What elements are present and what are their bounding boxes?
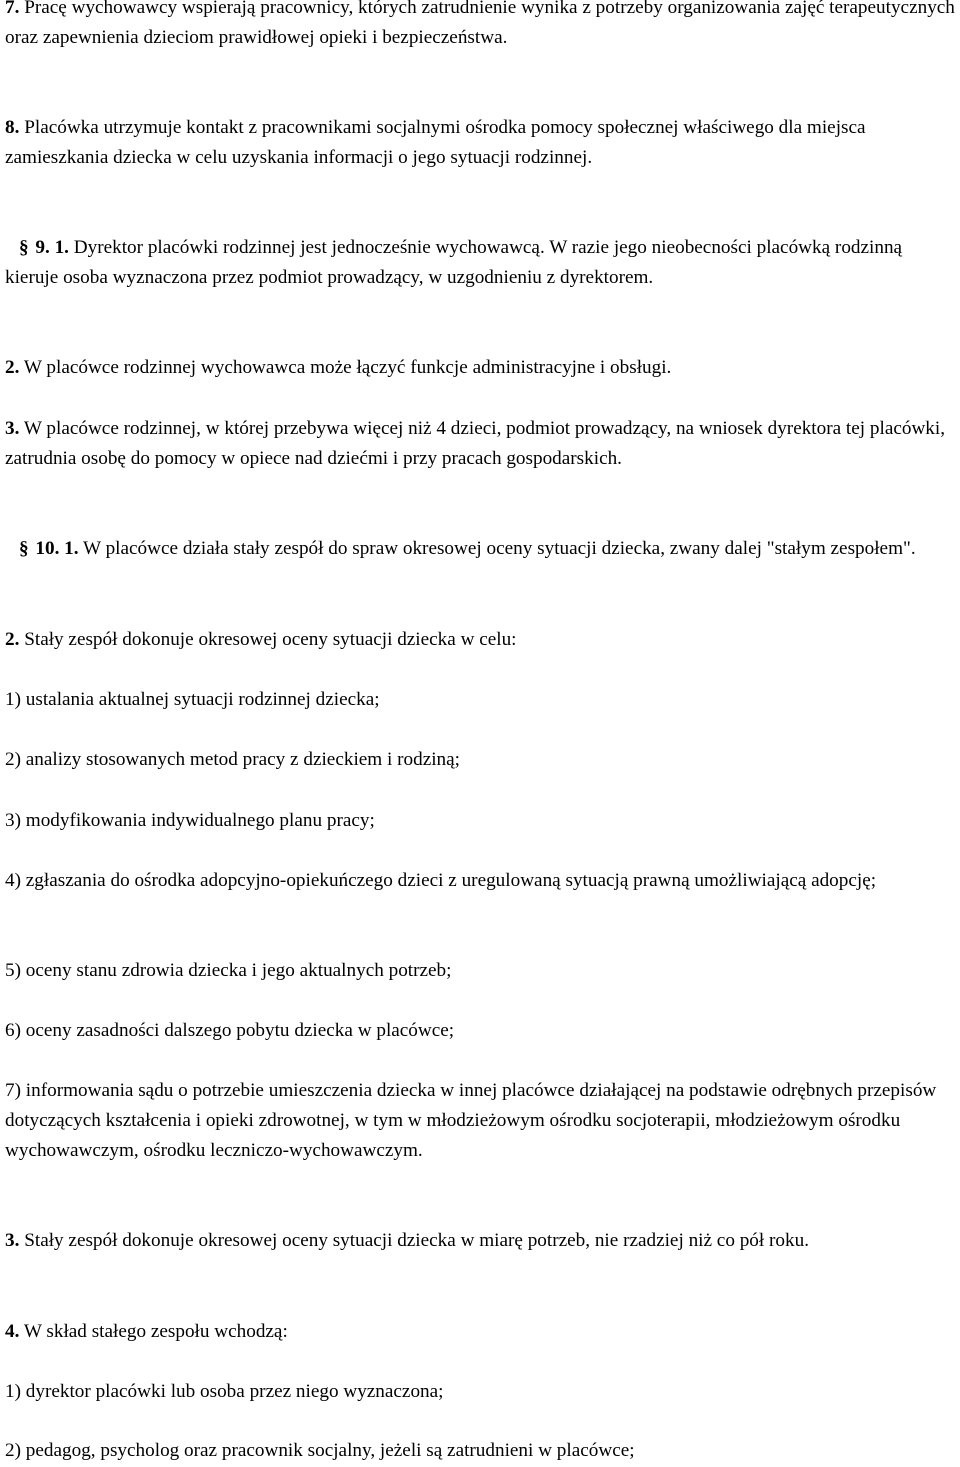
paragraph-text: Pracę wychowawcy wspierają pracownicy, których zatrudnienie wynika z potrzeby organizowania zajęć terapeutycznych oraz zapewnienia dzieciom prawidłowej opieki i bezpieczeństwa. (5, 0, 955, 48)
section-sign: § (19, 237, 29, 258)
paragraph-text: Stały zespół dokonuje okresowej oceny sytuacji dziecka w celu: (24, 629, 517, 650)
section-9-paragraph-1 (5, 233, 958, 293)
list-item-text: 4) zgłaszania do ośrodka adopcyjno-opiekuńczego dzieci z uregulowaną sytuacją prawną umożliwiającą adopcję; (5, 870, 877, 891)
list-item-text: 2) pedagog, psycholog oraz pracownik socjalny, jeżeli są zatrudnieni w placówce; (5, 1440, 635, 1461)
list-item (5, 956, 958, 986)
section-10-paragraph-4 (5, 1317, 958, 1347)
list-item-text: 6) oceny zasadności dalszego pobytu dziecka w placówce; (5, 1020, 455, 1041)
section-9-paragraph-2 (5, 353, 958, 383)
list-item (5, 1377, 958, 1407)
paragraph-number: 4. (5, 1321, 20, 1342)
paragraph-8 (5, 113, 958, 173)
paragraph-number: 9. 1. (35, 237, 69, 258)
paragraph-text: W skład stałego zespołu wchodzą: (23, 1321, 288, 1342)
list-item (5, 685, 958, 715)
list-item-text: 7) informowania sądu o potrzebie umieszczenia dziecka w innej placówce działającej na podstawie odrębnych przepisów dotyczących kształcenia i opieki zdrowotnej, w tym w młodzieżowym ośrodku socjoterapii, młodzieżowym ośrodku wychowawczym, ośrodku leczniczo-wychowawczym. (5, 1080, 937, 1161)
list-item-text: 3) modyfikowania indywidualnego planu pracy; (5, 810, 375, 831)
paragraph-number: 7. (5, 0, 20, 18)
list-item-text: 5) oceny stanu zdrowia dziecka i jego aktualnych potrzeb; (5, 960, 452, 981)
paragraph-text: Placówka utrzymuje kontakt z pracownikami socjalnymi ośrodka pomocy społecznej właściwego dla miejsca zamieszkania dziecka w celu uzyskania informacji o jego sytuacji rodzinnej. (5, 117, 866, 168)
list-item-text: 1) ustalania aktualnej sytuacji rodzinnej dziecka; (5, 689, 380, 710)
list-item-text: 1) dyrektor placówki lub osoba przez niego wyznaczona; (5, 1381, 444, 1402)
paragraph-number: 3. (5, 1230, 20, 1251)
paragraph-number: 8. (5, 117, 20, 138)
section-10-paragraph-3 (5, 1226, 958, 1256)
list-item (5, 806, 958, 836)
section-9-paragraph-3 (5, 414, 958, 474)
paragraph-7 (5, 0, 958, 53)
list-item (5, 866, 958, 896)
list-item (5, 1076, 958, 1166)
paragraph-number: 3. (5, 418, 20, 439)
paragraph-text: W placówce rodzinnej wychowawca może łączyć funkcje administracyjne i obsługi. (23, 357, 672, 378)
section-sign: § (19, 538, 29, 559)
paragraph-text: Dyrektor placówki rodzinnej jest jednocześnie wychowawcą. W razie jego nieobecności placówką rodzinną kieruje osoba wyznaczona przez podmiot prowadzący, w uzgodnieniu z dyrektorem. (5, 237, 903, 288)
paragraph-text: W placówce działa stały zespół do spraw okresowej oceny sytuacji dziecka, zwany dalej "stałym zespołem". (83, 538, 916, 559)
list-item (5, 1016, 958, 1046)
list-item (5, 1436, 958, 1466)
list-item (5, 745, 958, 775)
paragraph-text: Stały zespół dokonuje okresowej oceny sytuacji dziecka w miarę potrzeb, nie rzadziej niż co pół roku. (24, 1230, 810, 1251)
paragraph-text: W placówce rodzinnej, w której przebywa więcej niż 4 dzieci, podmiot prowadzący, na wniosek dyrektora tej placówki, zatrudnia osobę do pomocy w opiece nad dziećmi i przy pracach gospodarskich. (5, 418, 946, 469)
section-10-paragraph-1 (5, 534, 958, 564)
paragraph-number: 10. 1. (35, 538, 79, 559)
paragraph-number: 2. (5, 357, 20, 378)
paragraph-number: 2. (5, 629, 20, 650)
section-10-paragraph-2 (5, 625, 958, 655)
list-item-text: 2) analizy stosowanych metod pracy z dzieckiem i rodziną; (5, 749, 461, 770)
